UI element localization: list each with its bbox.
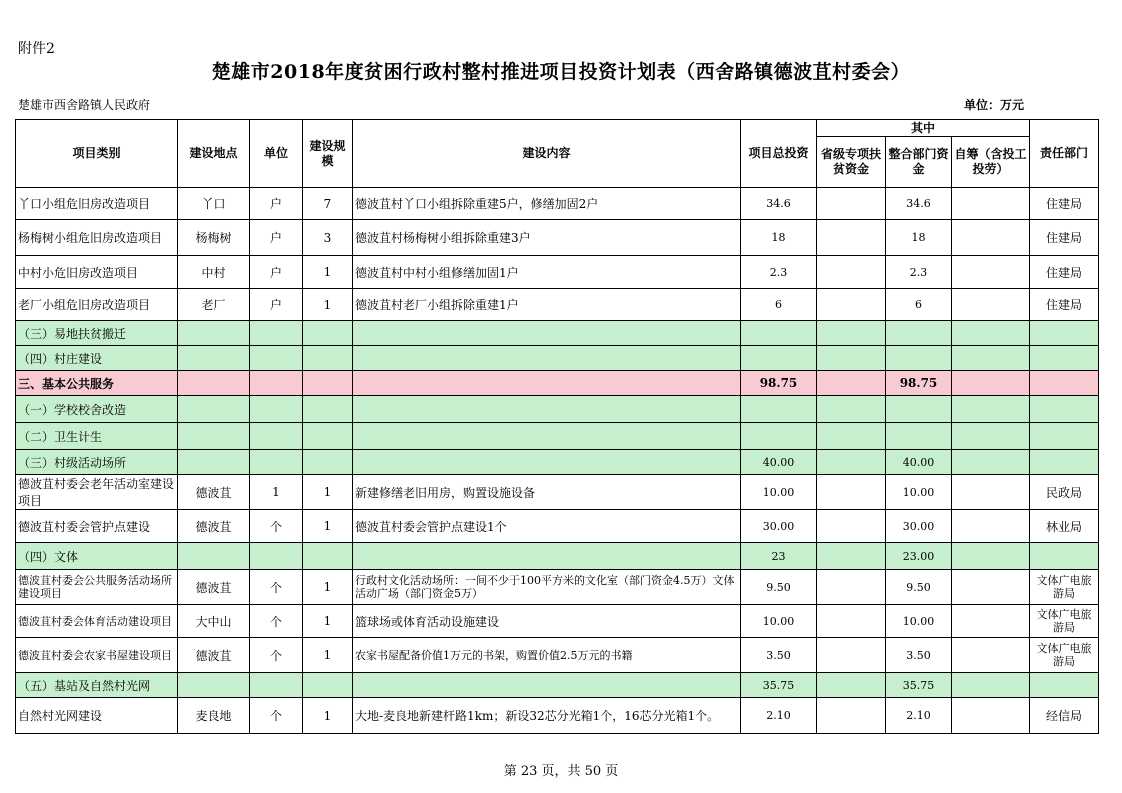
table-row [16, 605, 1099, 638]
table-row [16, 289, 1099, 321]
cell-total: 2.3 [741, 256, 817, 289]
cell-provincial [817, 698, 886, 734]
cell-integrated: 30.00 [886, 510, 952, 543]
cell-location [178, 371, 250, 396]
cell-integrated: 10.00 [886, 475, 952, 510]
cell-self-raised [952, 423, 1030, 450]
cell-integrated: 2.10 [886, 698, 952, 734]
table-row [16, 256, 1099, 289]
cell-unit [250, 673, 303, 698]
cell-self-raised [952, 510, 1030, 543]
cell-self-raised [952, 289, 1030, 321]
cell-integrated: 10.00 [886, 605, 952, 638]
cell-integrated: 18 [886, 220, 952, 256]
cell-provincial [817, 220, 886, 256]
cell-unit: 户 [250, 289, 303, 321]
cell-total: 40.00 [741, 450, 817, 475]
table-row [16, 475, 1099, 510]
table-row [16, 570, 1099, 605]
cell-unit [250, 371, 303, 396]
cell-total [741, 396, 817, 423]
org-name: 楚雄市西舍路镇人民政府 [18, 98, 151, 112]
cell-content [353, 423, 741, 450]
cell-self-raised [952, 638, 1030, 673]
cell-location [178, 321, 250, 346]
cell-category: 杨梅树小组危旧房改造项目 [16, 220, 178, 256]
table-row [16, 638, 1099, 673]
cell-self-raised [952, 371, 1030, 396]
cell-unit: 1 [250, 475, 303, 510]
cell-content: 德波苴村丫口小组拆除重建5户，修缮加固2户 [353, 188, 741, 220]
cell-unit [250, 543, 303, 570]
cell-provincial [817, 673, 886, 698]
cell-location: 杨梅树 [178, 220, 250, 256]
header-unit: 单位 [250, 120, 303, 188]
cell-location [178, 346, 250, 371]
cell-total: 6 [741, 289, 817, 321]
cell-scale [303, 321, 353, 346]
cell-integrated: 23.00 [886, 543, 952, 570]
cell-location [178, 396, 250, 423]
cell-category: 丫口小组危旧房改造项目 [16, 188, 178, 220]
cell-dept: 文体广电旅游局 [1030, 570, 1099, 605]
cell-category: 德波苴村委会农家书屋建设项目 [16, 638, 178, 673]
cell-scale: 1 [303, 256, 353, 289]
cell-scale: 1 [303, 510, 353, 543]
cell-integrated: 9.50 [886, 570, 952, 605]
cell-provincial [817, 543, 886, 570]
cell-dept [1030, 371, 1099, 396]
cell-content: 大地-麦良地新建杆路1km；新设32芯分光箱1个，16芯分光箱1个。 [353, 698, 741, 734]
cell-dept [1030, 396, 1099, 423]
cell-integrated [886, 321, 952, 346]
page-title: 楚雄市2018年度贫困行政村整村推进项目投资计划表（西舍路镇德波苴村委会） [211, 61, 911, 83]
cell-unit: 个 [250, 698, 303, 734]
cell-dept: 住建局 [1030, 256, 1099, 289]
cell-provincial [817, 475, 886, 510]
section-row [16, 396, 1099, 423]
cell-dept [1030, 450, 1099, 475]
cell-integrated: 34.6 [886, 188, 952, 220]
header-category: 项目类别 [16, 120, 178, 188]
cell-unit [250, 396, 303, 423]
cell-provincial [817, 605, 886, 638]
cell-location: 麦良地 [178, 698, 250, 734]
cell-unit: 户 [250, 256, 303, 289]
cell-category: 中村小危旧房改造项目 [16, 256, 178, 289]
cell-category: （一）学校校舍改造 [16, 396, 178, 423]
section-row [16, 423, 1099, 450]
cell-content [353, 543, 741, 570]
table-row [16, 698, 1099, 734]
cell-content: 行政村文化活动场所：一间不少于100平方米的文化室（部门资金4.5万）文体活动广场（部门资金5万） [353, 570, 741, 605]
cell-location [178, 450, 250, 475]
cell-content [353, 346, 741, 371]
cell-unit [250, 321, 303, 346]
cell-scale: 3 [303, 220, 353, 256]
cell-scale: 1 [303, 475, 353, 510]
cell-scale [303, 346, 353, 371]
cell-self-raised [952, 543, 1030, 570]
cell-self-raised [952, 673, 1030, 698]
cell-location [178, 543, 250, 570]
section-row [16, 346, 1099, 371]
table-row [16, 220, 1099, 256]
cell-category: 老厂小组危旧房改造项目 [16, 289, 178, 321]
cell-category: （二）卫生计生 [16, 423, 178, 450]
cell-dept [1030, 423, 1099, 450]
cell-integrated [886, 346, 952, 371]
cell-content: 德波苴村中村小组修缮加固1户 [353, 256, 741, 289]
cell-content [353, 321, 741, 346]
cell-category: （五）基站及自然村光网 [16, 673, 178, 698]
cell-integrated: 35.75 [886, 673, 952, 698]
header-provincial: 省级专项扶贫资金 [817, 137, 886, 188]
header-location: 建设地点 [178, 120, 250, 188]
cell-scale: 1 [303, 289, 353, 321]
cell-category: （三）易地扶贫搬迁 [16, 321, 178, 346]
cell-dept [1030, 346, 1099, 371]
cell-dept [1030, 321, 1099, 346]
cell-provincial [817, 346, 886, 371]
cell-scale: 1 [303, 570, 353, 605]
section-row [16, 673, 1099, 698]
table-row [16, 510, 1099, 543]
cell-total [741, 321, 817, 346]
cell-total [741, 423, 817, 450]
cell-dept: 经信局 [1030, 698, 1099, 734]
page-footer: 第 23 页，共 50 页 [503, 764, 619, 779]
cell-category: （三）村级活动场所 [16, 450, 178, 475]
cell-scale: 1 [303, 638, 353, 673]
cell-provincial [817, 396, 886, 423]
cell-dept: 住建局 [1030, 289, 1099, 321]
cell-unit: 个 [250, 510, 303, 543]
cell-integrated [886, 423, 952, 450]
cell-content: 德波苴村杨梅树小组拆除重建3户 [353, 220, 741, 256]
cell-total: 10.00 [741, 605, 817, 638]
cell-category: 自然村光网建设 [16, 698, 178, 734]
cell-provincial [817, 256, 886, 289]
section-row [16, 543, 1099, 570]
cell-self-raised [952, 346, 1030, 371]
cell-location: 中村 [178, 256, 250, 289]
header-of-which: 其中 [817, 120, 1030, 137]
cell-total: 18 [741, 220, 817, 256]
cell-unit: 个 [250, 605, 303, 638]
cell-category: （四）文体 [16, 543, 178, 570]
cell-unit: 个 [250, 570, 303, 605]
cell-dept [1030, 673, 1099, 698]
cell-self-raised [952, 475, 1030, 510]
cell-scale [303, 396, 353, 423]
cell-location [178, 423, 250, 450]
cell-category: 德波苴村委会老年活动室建设项目 [16, 475, 178, 510]
cell-total: 98.75 [741, 371, 817, 396]
cell-dept [1030, 543, 1099, 570]
cell-provincial [817, 321, 886, 346]
cell-dept: 民政局 [1030, 475, 1099, 510]
cell-scale: 1 [303, 605, 353, 638]
cell-self-raised [952, 256, 1030, 289]
cell-content: 农家书屋配备价值1万元的书架，购置价值2.5万元的书籍 [353, 638, 741, 673]
table-row [16, 188, 1099, 220]
cell-content: 德波苴村老厂小组拆除重建1户 [353, 289, 741, 321]
cell-self-raised [952, 396, 1030, 423]
cell-dept: 文体广电旅游局 [1030, 605, 1099, 638]
cell-self-raised [952, 450, 1030, 475]
cell-scale [303, 673, 353, 698]
cell-total: 9.50 [741, 570, 817, 605]
cell-total: 34.6 [741, 188, 817, 220]
cell-provincial [817, 289, 886, 321]
cell-location: 德波苴 [178, 638, 250, 673]
cell-total: 3.50 [741, 638, 817, 673]
cell-total: 35.75 [741, 673, 817, 698]
header-self-raised: 自筹（含投工投劳） [952, 137, 1030, 188]
cell-location: 丫口 [178, 188, 250, 220]
cell-location [178, 673, 250, 698]
cell-category: 德波苴村委会管护点建设 [16, 510, 178, 543]
cell-content: 德波苴村委会管护点建设1个 [353, 510, 741, 543]
cell-dept: 住建局 [1030, 220, 1099, 256]
cell-total: 10.00 [741, 475, 817, 510]
cell-self-raised [952, 605, 1030, 638]
cell-self-raised [952, 570, 1030, 605]
header-content: 建设内容 [353, 120, 741, 188]
cell-category: 三、基本公共服务 [16, 371, 178, 396]
cell-total: 2.10 [741, 698, 817, 734]
header-scale: 建设规模 [303, 120, 353, 188]
cell-unit: 个 [250, 638, 303, 673]
cell-provincial [817, 570, 886, 605]
cell-unit [250, 346, 303, 371]
cell-category: 德波苴村委会公共服务活动场所建设项目 [16, 570, 178, 605]
cell-location: 德波苴 [178, 570, 250, 605]
cell-provincial [817, 423, 886, 450]
attachment-label: 附件2 [18, 41, 55, 57]
cell-provincial [817, 371, 886, 396]
cell-integrated: 98.75 [886, 371, 952, 396]
cell-integrated: 2.3 [886, 256, 952, 289]
cell-scale [303, 423, 353, 450]
cell-total: 30.00 [741, 510, 817, 543]
cell-content [353, 371, 741, 396]
cell-integrated: 6 [886, 289, 952, 321]
section-row [16, 450, 1099, 475]
cell-self-raised [952, 321, 1030, 346]
header-integrated: 整合部门资金 [886, 137, 952, 188]
header-dept: 责任部门 [1030, 120, 1099, 188]
cell-self-raised [952, 188, 1030, 220]
cell-scale [303, 371, 353, 396]
cell-provincial [817, 638, 886, 673]
cell-scale [303, 543, 353, 570]
cell-scale [303, 450, 353, 475]
cell-content: 新建修缮老旧用房，购置设施设备 [353, 475, 741, 510]
cell-dept: 文体广电旅游局 [1030, 638, 1099, 673]
cell-total: 23 [741, 543, 817, 570]
cell-self-raised [952, 698, 1030, 734]
cell-provincial [817, 510, 886, 543]
cell-unit: 户 [250, 220, 303, 256]
cell-scale: 7 [303, 188, 353, 220]
cell-location: 德波苴 [178, 475, 250, 510]
cell-category: （四）村庄建设 [16, 346, 178, 371]
cell-integrated [886, 396, 952, 423]
cell-category: 德波苴村委会体育活动建设项目 [16, 605, 178, 638]
header-total: 项目总投资 [741, 120, 817, 188]
cell-integrated: 3.50 [886, 638, 952, 673]
investment-table [15, 119, 1099, 734]
cell-self-raised [952, 220, 1030, 256]
cell-unit [250, 450, 303, 475]
unit-label: 单位：万元 [964, 98, 1025, 112]
cell-location: 大中山 [178, 605, 250, 638]
cell-dept: 住建局 [1030, 188, 1099, 220]
cell-integrated: 40.00 [886, 450, 952, 475]
cell-provincial [817, 188, 886, 220]
cell-provincial [817, 450, 886, 475]
cell-total [741, 346, 817, 371]
cell-content [353, 673, 741, 698]
cell-content [353, 450, 741, 475]
cell-location: 老厂 [178, 289, 250, 321]
cell-unit: 户 [250, 188, 303, 220]
cell-location: 德波苴 [178, 510, 250, 543]
section-row [16, 371, 1099, 396]
cell-unit [250, 423, 303, 450]
cell-content [353, 396, 741, 423]
cell-content: 篮球场或体育活动设施建设 [353, 605, 741, 638]
cell-scale: 1 [303, 698, 353, 734]
cell-dept: 林业局 [1030, 510, 1099, 543]
section-row [16, 321, 1099, 346]
